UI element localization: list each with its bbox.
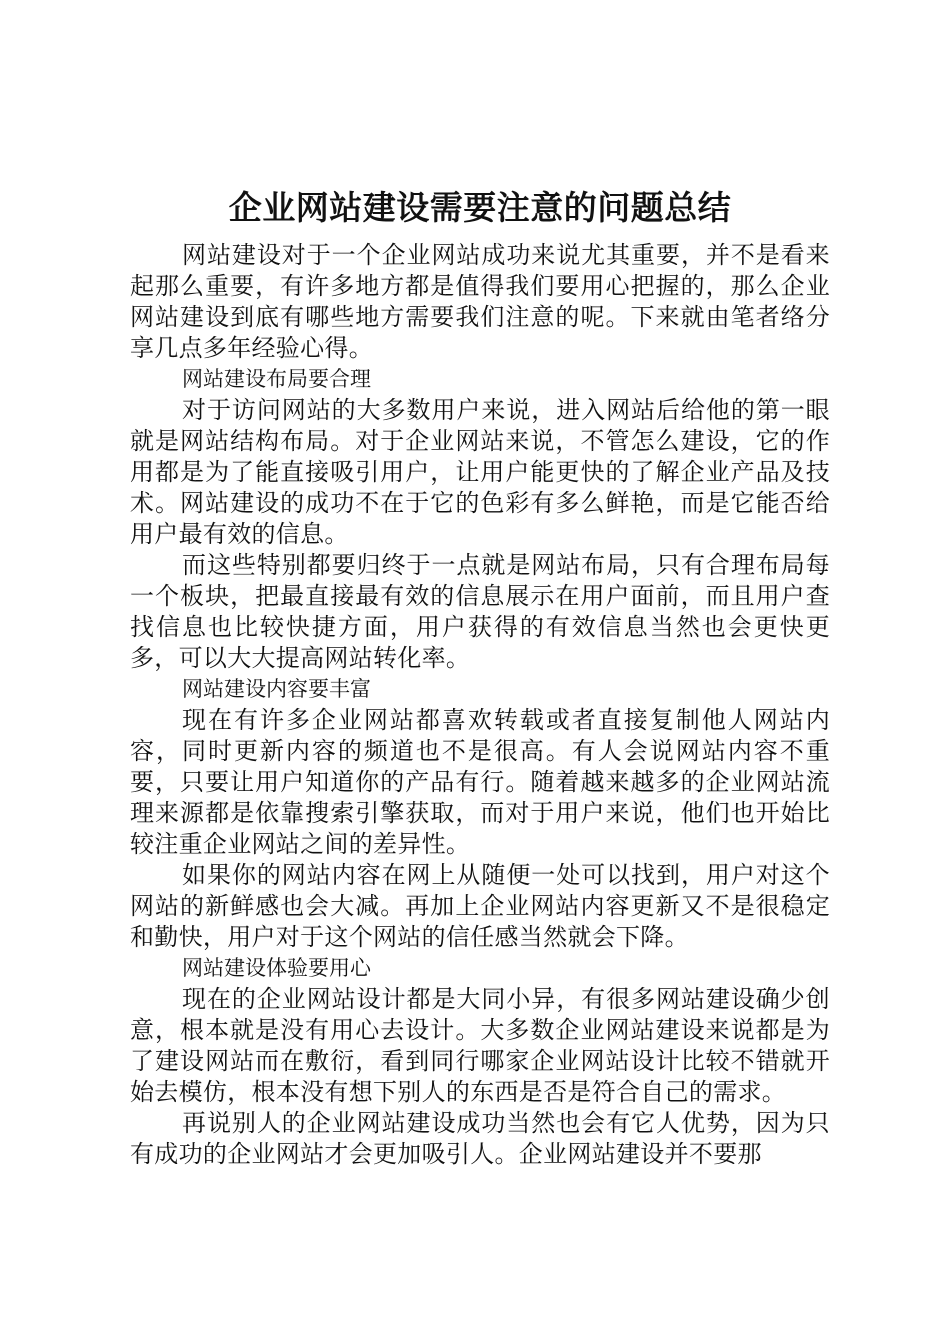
section-heading-layout: 网站建设布局要合理 — [182, 367, 371, 391]
document-title: 企业网站建设需要注意的问题总结 — [228, 188, 732, 227]
paragraph-content-1: 现在有许多企业网站都喜欢转载或者直接复制他人网站内容，同时更新内容的频道也不是很高。有人会说网站内容不重要，只要让用户知道你的产品有行。随着越来越多的企业网站流理来源都是依靠搜索引擎获取，而对于用户来说，他们也开始比较注重企业网站之间的差异性。 — [130, 706, 830, 858]
paragraph-experience-1: 现在的企业网站设计都是大同小异，有很多网站建设确少创意，根本就是没有用心去设计。大多数企业网站建设来说都是为了建设网站而在敷衍，看到同行哪家企业网站设计比较不错就开始去模仿，根本没有想下别人的东西是否是符合自己的需求。 — [130, 985, 830, 1106]
paragraph-content-2: 如果你的网站内容在网上从随便一处可以找到，用户对这个网站的新鲜感也会大减。再加上企业网站内容更新又不是很稳定和勤快，用户对于这个网站的信任感当然就会下降。 — [130, 861, 830, 951]
document-body — [130, 240, 830, 1170]
paragraph-intro: 网站建设对于一个企业网站成功来说尤其重要，并不是看来起那么重要，有许多地方都是值得我们要用心把握的，那么企业网站建设到底有哪些地方需要我们注意的呢。下来就由笔者络分享几点多年经验心得。 — [130, 241, 830, 362]
section-heading-experience: 网站建设体验要用心 — [182, 956, 371, 980]
paragraph-layout-1: 对于访问网站的大多数用户来说，进入网站后给他的第一眼就是网站结构布局。对于企业网站来说，不管怎么建设，它的作用都是为了能直接吸引用户，让用户能更快的了解企业产品及技术。网站建设的成功不在于它的色彩有多么鲜艳，而是它能否给用户最有效的信息。 — [130, 396, 830, 548]
paragraph-layout-2: 而这些特别都要归终于一点就是网站布局，只有合理布局每一个板块，把最直接最有效的信息展示在用户面前，而且用户查找信息也比较快捷方面，用户获得的有效信息当然也会更快更多，可以大大提高网站转化率。 — [130, 551, 830, 672]
paragraph-experience-2: 再说别人的企业网站建设成功当然也会有它人优势，因为只有成功的企业网站才会更加吸引人。企业网站建设并不要那 — [130, 1109, 830, 1168]
section-heading-content: 网站建设内容要丰富 — [182, 677, 371, 701]
